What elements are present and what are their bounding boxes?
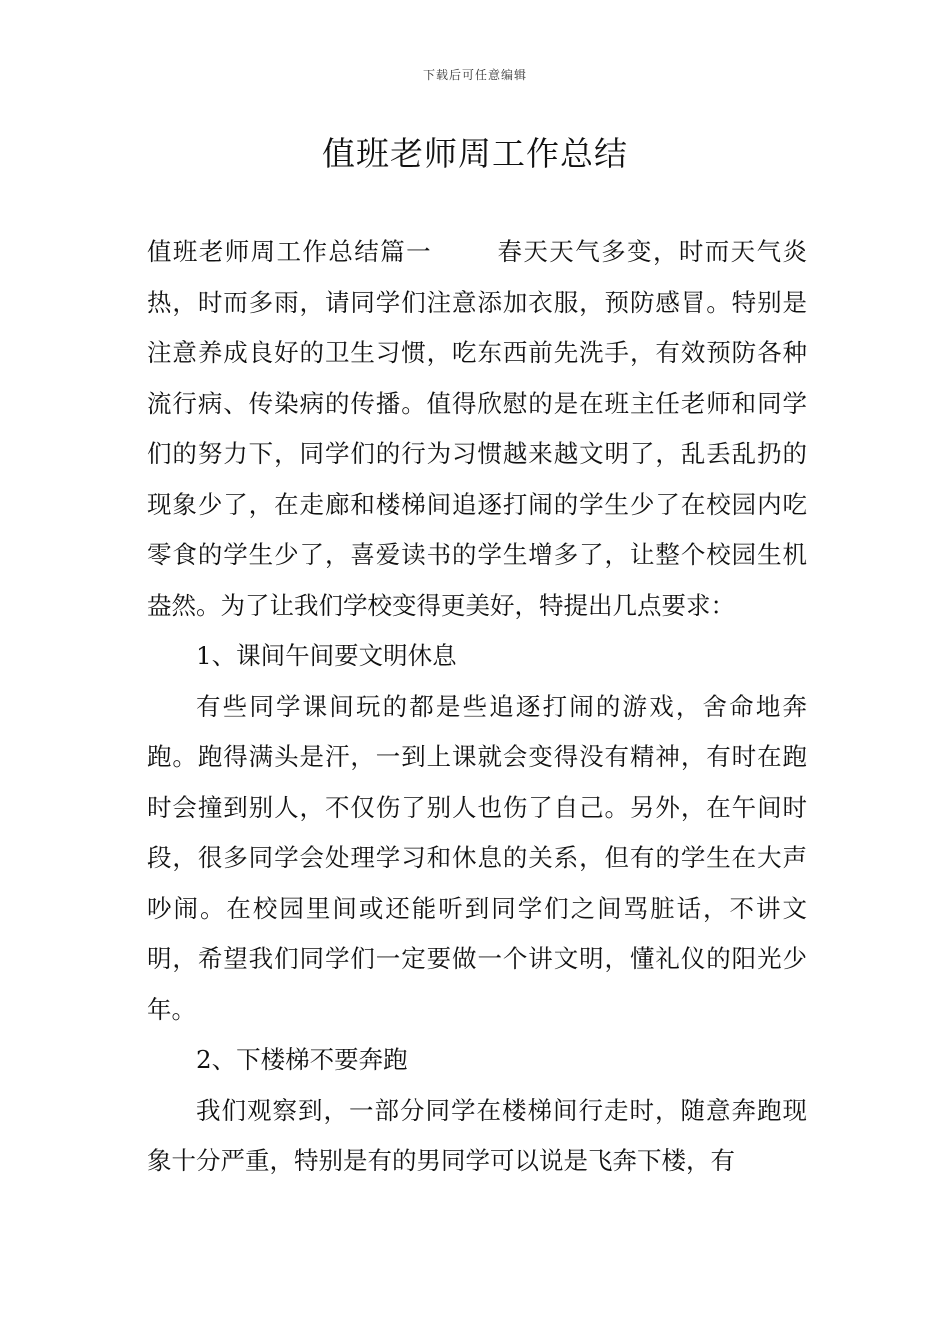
section-paragraph-2: 我们观察到，一部分同学在楼梯间行走时，随意奔跑现象十分严重，特别是有的男同学可以说是飞奔下楼，有: [147, 1095, 807, 1175]
section-paragraph-1: 有些同学课间玩的都是些追逐打闹的游戏，舍命地奔跑。跑得满头是汗，一到上课就会变得没有精神，有时在跑时会撞到别人，不仅伤了别人也伤了自己。另外，在午间时段，很多同学会处理学习和休息的关系，但有的学生在大声吵闹。在校园里间或还能听到同学们之间骂脏话，不讲文明，希望我们同学们一定要做一个讲文明，懂礼仪的阳光少年。: [147, 691, 807, 1024]
intro-text: 春天天气多变，时而天气炎热，时而多雨，请同学们注意添加衣服，预防感冒。特别是注意养成良好的卫生习惯，吃东西前先洗手，有效预防各种流行病、传染病的传播。值得欣慰的是在班主任老师和同学们的努力下，同学们的行为习惯越来越文明了，乱丢乱扔的现象少了，在走廊和楼梯间追逐打闹的学生少了在校园内吃零食的学生少了，喜爱读书的学生增多了，让整个校园生机盎然。为了让我们学校变得更美好，特提出几点要求：: [147, 237, 808, 620]
section-heading-2: 2、下楼梯不要奔跑: [196, 1045, 408, 1074]
header-note: 下载后可任意编辑: [422, 68, 527, 82]
document-body: [147, 227, 807, 1187]
section-heading-1: 1、课间午间要文明休息: [196, 641, 457, 670]
intro-lead: 值班老师周工作总结篇一: [147, 237, 433, 266]
intro-paragraph: [147, 227, 807, 631]
document-title: 值班老师周工作总结: [322, 134, 628, 173]
